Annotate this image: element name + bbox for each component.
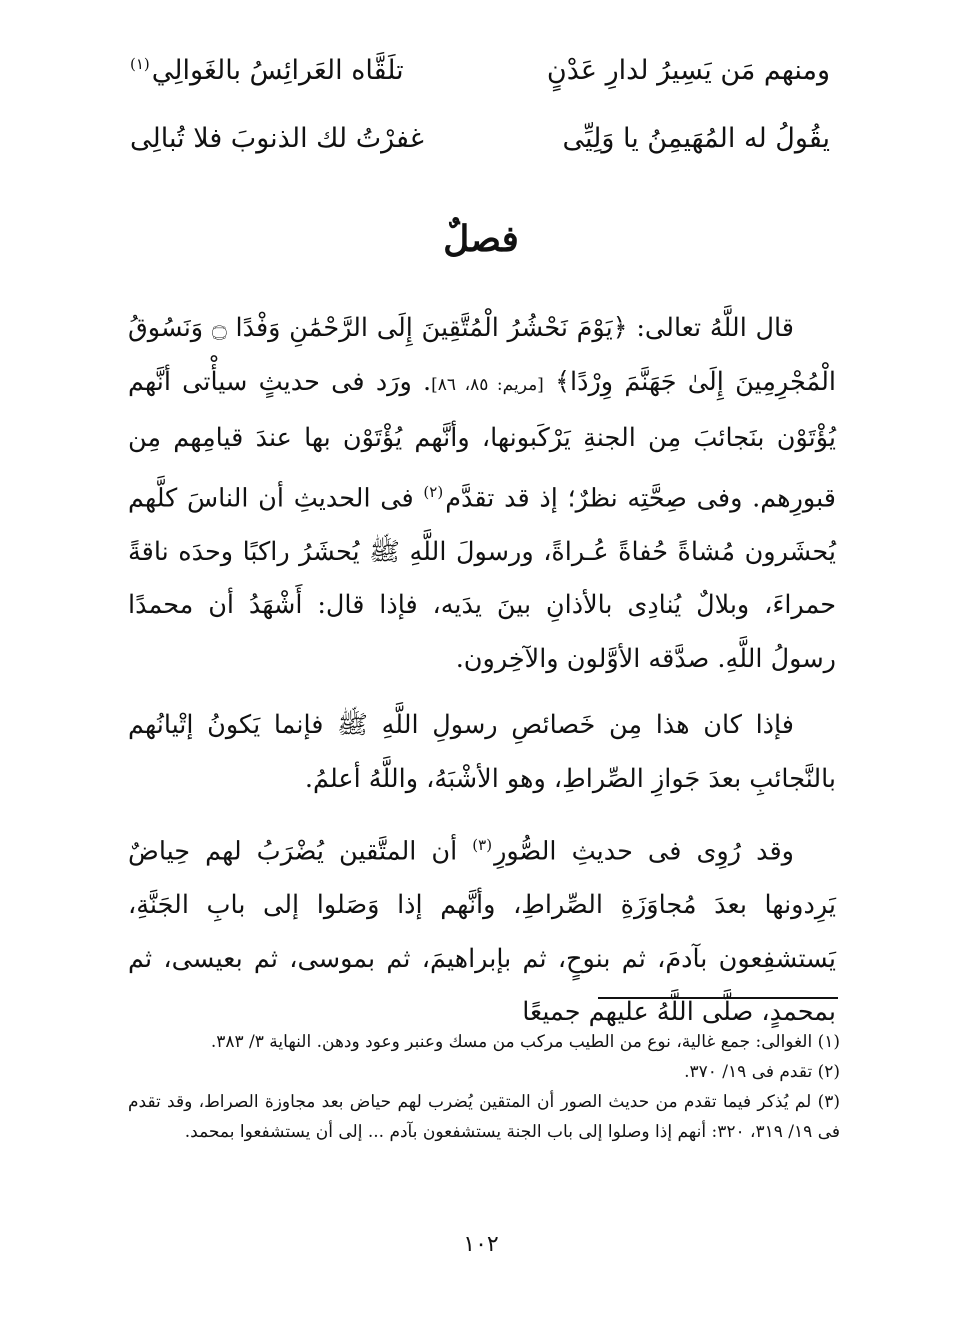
- quran-verse-text: قال اللَّهُ تعالى: ﴿يَوْمَ نَحْشُرُ الْمُتَّقِينَ إِلَى الرَّحْمَٰنِ وَفْدًا ۝ وَنَسُوقُ الْمُجْرِمِينَ إِلَىٰ جَهَنَّمَ وِرْدًا﴾: [128, 313, 837, 397]
- paragraph-text: . ورَد فى حديثٍ سيأْتى أنَّهم يُؤْتَوْن بنَجائبَ مِن الجنةِ يَرْكَبونها، وأنَّهم يُؤْتَوْن بها عندَ قيامِهم مِن قبورِهم. وفى صِحَّتِه نظرٌ؛ إذ قد تقدَّم: [128, 366, 836, 513]
- footnote: (٣) لم يُذكر فيما تقدم من حديث الصور أن المتقين يُضرب لهم حياض بعد مجاوزة الصراط، وقد تقدم فى ١٩/ ٣١٩، ٣٢٠: أنهم إذا وصلوا إلى باب الجنة يستشفعون بآدم ... إلى أن يستشفعوا بمحمد.: [128, 1092, 840, 1142]
- footnote-marker: (٣): [472, 836, 493, 854]
- footnote: (٢) تقدم فى ١٩/ ٣٧٠.: [684, 1062, 840, 1082]
- paragraph-text: وقد رُوِى فى حديثِ الصُّورِ: [494, 836, 794, 867]
- quran-reference: [مريم: ٨٥، ٨٦]: [431, 374, 544, 395]
- verse-first-hemistich: يقُولُ له المُهَيمِنُ يا وَلِيِّى: [562, 123, 830, 154]
- verse-second-hemistich: [130, 55, 404, 86]
- paragraph-text: فى الحديثِ أن الناسَ كلَّهم يُحشَرون مُشاةً حُفاةً عُـراةً، ورسولَ اللَّهِ ﷺ يُحشَرُ راكبًا وحدَه ناقةً حمراءَ، وبلالٌ يُنادِى بالأذانِ بينَ يدَيه، فإذا قال: أَشْهَدُ أن محمدًا رسولُ اللَّهِ. صدَّقه الأوَّلون والآخِرون.: [128, 483, 836, 674]
- page-number: ١٠٢: [463, 1232, 499, 1257]
- poem-verse: [130, 55, 830, 123]
- poem: [130, 55, 830, 191]
- footnote-marker: (١): [130, 55, 150, 73]
- paragraph: [128, 302, 836, 686]
- verse-second-hemistich-text: تلَقَّاه العَرائِسُ بالغَوالِي: [151, 55, 404, 86]
- paragraph-text: أن المتَّقين يُضْرَبُ لهم حِياضٌ يَرِدونها بعدَ مُجاوَزَةِ الصِّراطِ، وأنَّهم إذا وَصَلوا إلى بابِ الجَنَّةِ، يَستشفِعون بآدمَ، ثم بنوحٍ، ثم بإبراهيمَ، ثم بموسى، ثم بعيسى، ثم بمحمدٍ، صلَّى اللَّهُ عليهم جميعًا: [128, 836, 836, 1027]
- footnote-marker: (٢): [423, 482, 444, 501]
- section-heading: فصلٌ: [443, 218, 519, 260]
- poem-verse: [130, 123, 830, 191]
- footnotes: [128, 1027, 840, 1147]
- main-text: [128, 302, 836, 1053]
- footnote-separator: [598, 997, 838, 999]
- paragraph: [128, 819, 836, 1040]
- verse-second-hemistich: غفرْتُ لك الذنوبَ فلا تُبالِى: [130, 123, 424, 154]
- verse-first-hemistich: ومنهم مَن يَسِيرُ لدارِ عَدْنٍ: [546, 55, 830, 86]
- footnote: (١) الغوالى: جمع غالية، نوع من الطيب مركب من مسك وعنبر وعود ودهن. النهاية ٣/ ٣٨٣.: [210, 1032, 840, 1052]
- paragraph: فإذا كان هذا مِن خَصائصِ رسولِ اللَّهِ ﷺ فإنما يَكونُ إتْيانُهم بالنَّجائبِ بعدَ جَوازِ الصِّراطِ، وهو الأشْبَهُ، واللَّهُ أعلمُ.: [128, 710, 836, 794]
